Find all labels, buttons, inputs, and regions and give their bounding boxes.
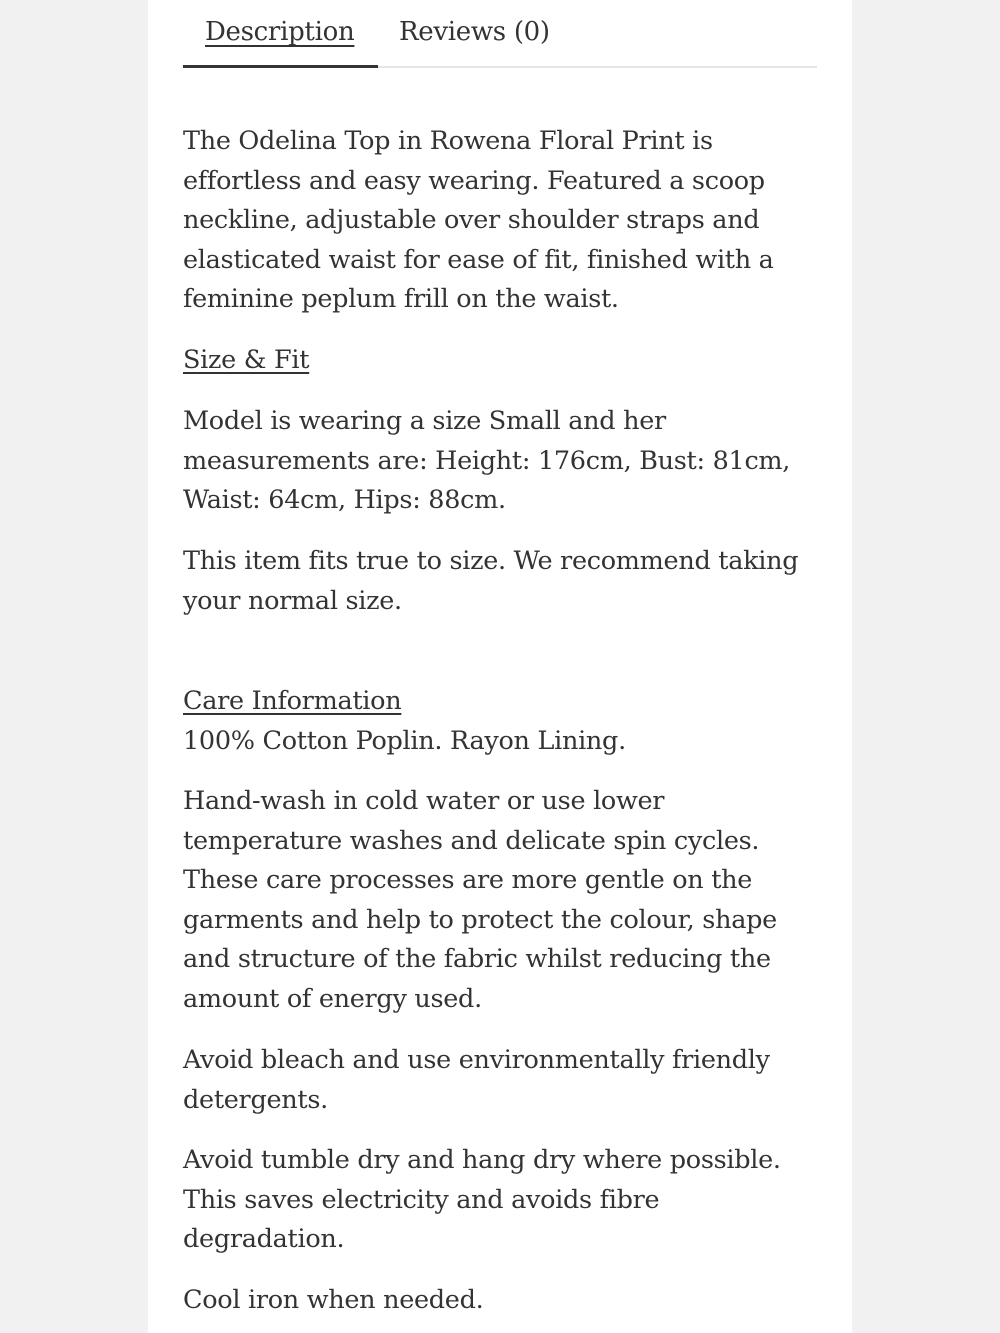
- size-fit-model-text: Model is wearing a size Small and her measurements are: Height: 176cm, Bust: 81cm, Waist: 64cm, Hips: 88cm.: [183, 406, 791, 515]
- tab-bar: [183, 0, 817, 68]
- size-fit-recommendation-text: This item fits true to size. We recommend taking your normal size.: [183, 546, 799, 616]
- product-description-text: The Odelina Top in Rowena Floral Print is effortless and easy wearing. Featured a scoop neckline, adjustable over shoulder straps and elasticated waist for ease of fit, finished with a feminine peplum frill on the waist.: [183, 126, 774, 314]
- product-tabs-panel: [148, 0, 852, 1333]
- size-fit-heading: Size & Fit: [183, 345, 310, 375]
- care-wash-text: Hand-wash in cold water or use lower temperature washes and delicate spin cycles. These care processes are more gentle on the garments and help to protect the colour, shape and structure of the fabric whilst reducing the amount of energy used.: [183, 786, 777, 1014]
- tab-content-wrapper: [183, 0, 817, 1315]
- care-dry-text: Avoid tumble dry and hang dry where possible. This saves electricity and avoids fibre degradation.: [183, 1145, 781, 1254]
- care-information-heading: Care Information: [183, 686, 402, 716]
- care-bleach-text: Avoid bleach and use environmentally friendly detergents.: [183, 1045, 770, 1115]
- tab-description[interactable]: Description: [205, 17, 355, 47]
- care-iron-text: Cool iron when needed.: [183, 1285, 484, 1315]
- tab-reviews[interactable]: Reviews (0): [399, 17, 550, 47]
- care-fabric-text: 100% Cotton Poplin. Rayon Lining.: [183, 726, 626, 756]
- active-tab-indicator: [183, 65, 378, 68]
